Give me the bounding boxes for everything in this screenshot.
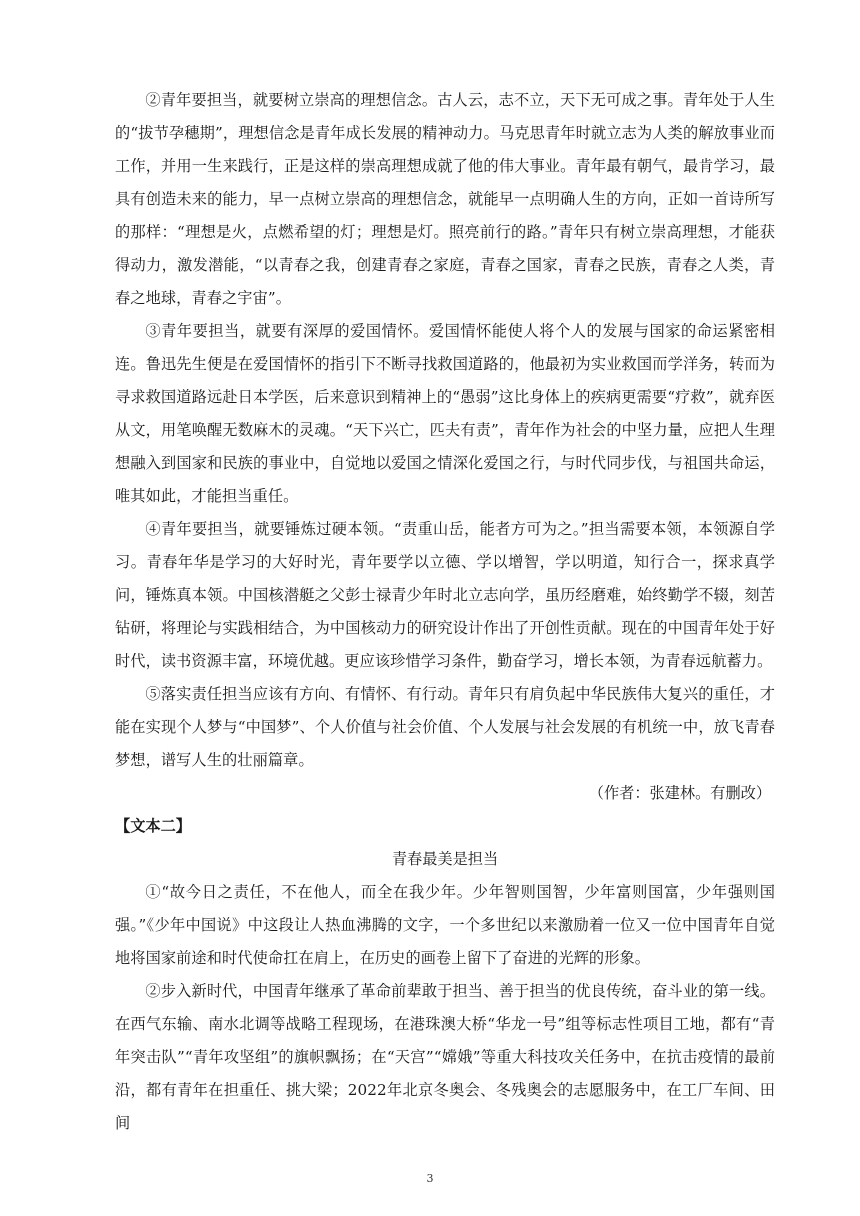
page-number: 3 (426, 1172, 434, 1185)
paragraph-skills: ④青年要担当，就要锤炼过硬本领。“责重山岳，能者方可为之。”担当需要本领，本领源自学习。青春年华是学习的大好时光，青年要学以立德、学以增智，学以明道，知行合一，探求真学问，锤炼真本领。中国核潜艇之父彭士禄青少年时北立志向学，虽历经磨难，始终勤学不辍，刻苦钻研，将理论与实践相结合，为中国核动力的研究设计作出了开创性贡献。现在的中国青年处于好时代，读书资源丰富，环境优越。更应该珍惜学习条件，勤奋学习，增长本领，为青春远航蓄力。 (115, 520, 775, 670)
paragraph-patriotism: ③青年要担当，就要有深厚的爱国情怀。爱国情怀能使人将个人的发展与国家的命运紧密相连。鲁迅先生便是在爱国情怀的指引下不断寻找救国道路的，他最初为实业救国而学洋务，转而为寻求救国道路远赴日本学医，后来意识到精神上的“愚弱”这比身体上的疾病更需要“疗救”，就弃医从文，用笔唤醒无数麻木的灵魂。“天下兴亡，匹夫有责”，青年作为社会的中坚力量，应把人生理想融入到国家和民族的事业中，自觉地以爱国之情深化爱国之行，与时代同步伐，与祖国共命运，唯其如此，才能担当重任。 (115, 322, 775, 505)
author-byline: （作者：张建林。有删改） (588, 784, 771, 802)
paragraph-ideals: ②青年要担当，就要树立崇高的理想信念。古人云，志不立，天下无可成之事。青年处于人生的“拔节孕穗期”，理想信念是青年成长发展的精神动力。马克思青年时就立志为人类的解放事业而工作，并用一生来践行，正是这样的崇高理想成就了他的伟大事业。青年最有朝气，最肯学习，最具有创造未来的能力，早一点树立崇高的理想信念，就能早一点明确人生的方向，正如一首诗所写的那样：“理想是火，点燃希望的灯；理想是灯。照亮前行的路。”青年只有树立崇高理想，才能获得动力，激发潜能，“以青春之我，创建青春之家庭，青春之国家，青春之民族，青春之人类，青春之地球，青春之宇宙”。 (115, 91, 775, 307)
document-page (115, 84, 775, 1140)
article-title: 青春最美是担当 (391, 850, 499, 868)
paragraph-quote: ①“故今日之责任，不在他人，而全在我少年。少年智则国智，少年富则国富，少年强则国强。”《少年中国说》中这段让人热血沸腾的文字，一个多世纪以来激励着一位又一位中国青年自觉地将国家前途和时代使命扛在肩上，在历史的画卷上留下了奋进的光辉的形象。 (115, 883, 775, 967)
paragraph-new-era: ②步入新时代，中国青年继承了革命前辈敢于担当、善于担当的优良传统，奋斗业的第一线。在西气东输、南水北调等战略工程现场，在港珠澳大桥“华龙一号”组等标志性项目工地，都有“青年突击队”“青年攻坚组”的旗帜飘扬；在“天宫”“嫦娥”等重大科技攻关任务中，在抗击疫情的最前沿，都有青年在担重任、挑大梁；2022年北京冬奥会、冬残奥会的志愿服务中，在工厂车间、田间 (115, 982, 775, 1132)
paragraph-conclusion: ⑤落实责任担当应该有方向、有情怀、有行动。青年只有肩负起中华民族伟大复兴的重任，才能在实现个人梦与“中国梦”、个人价值与社会价值、个人发展与社会发展的有机统一中，放飞青春梦想，谱写人生的壮丽篇章。 (115, 685, 775, 769)
section-label-text-two: 【文本二】 (115, 817, 191, 835)
